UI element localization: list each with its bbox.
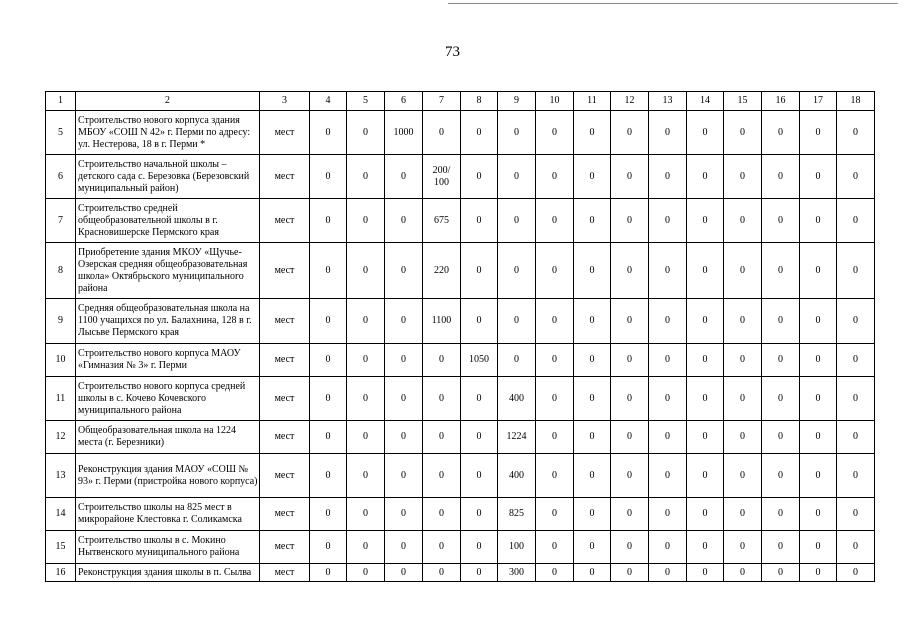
value-cell: 0	[574, 243, 611, 299]
value-cell: 0	[687, 498, 724, 531]
value-cell: 0	[800, 531, 837, 564]
header-cell: 7	[423, 92, 461, 111]
value-cell: 0	[762, 531, 800, 564]
top-rule	[448, 3, 898, 4]
value-cell: 0	[611, 498, 649, 531]
value-cell: 0	[310, 454, 347, 498]
value-cell: 0	[461, 199, 498, 243]
value-cell: 0	[347, 199, 385, 243]
value-cell: 0	[649, 299, 687, 344]
value-cell: 0	[461, 454, 498, 498]
value-cell: 0	[310, 377, 347, 421]
value-cell: 0	[347, 344, 385, 377]
value-cell: 0	[687, 421, 724, 454]
unit-cell: мест	[260, 377, 310, 421]
value-cell: 0	[724, 498, 762, 531]
value-cell: 0	[310, 299, 347, 344]
table-row	[46, 531, 875, 564]
value-cell: 0	[649, 454, 687, 498]
value-cell: 0	[800, 454, 837, 498]
table-row	[46, 377, 875, 421]
value-cell: 0	[574, 498, 611, 531]
value-cell: 0	[385, 498, 423, 531]
value-cell: 0	[837, 564, 875, 582]
value-cell: 220	[423, 243, 461, 299]
value-cell: 0	[423, 454, 461, 498]
table-row	[46, 498, 875, 531]
value-cell: 0	[536, 454, 574, 498]
unit-cell: мест	[260, 564, 310, 582]
value-cell: 0	[423, 344, 461, 377]
value-cell: 0	[837, 111, 875, 155]
value-cell: 0	[385, 243, 423, 299]
value-cell: 0	[347, 454, 385, 498]
row-number-cell: 13	[46, 454, 76, 498]
value-cell: 0	[800, 243, 837, 299]
unit-cell: мест	[260, 498, 310, 531]
page-number: 73	[445, 44, 460, 60]
value-cell: 0	[347, 243, 385, 299]
value-cell: 0	[687, 377, 724, 421]
value-cell: 0	[536, 498, 574, 531]
header-cell: 12	[611, 92, 649, 111]
value-cell: 0	[611, 564, 649, 582]
value-cell: 0	[423, 421, 461, 454]
value-cell: 0	[649, 564, 687, 582]
value-cell: 0	[724, 564, 762, 582]
value-cell: 0	[649, 155, 687, 199]
value-cell: 0	[536, 377, 574, 421]
value-cell: 0	[649, 344, 687, 377]
value-cell: 0	[574, 421, 611, 454]
value-cell: 0	[574, 564, 611, 582]
value-cell: 0	[536, 531, 574, 564]
value-cell: 0	[461, 299, 498, 344]
value-cell: 0	[498, 299, 536, 344]
value-cell: 0	[837, 299, 875, 344]
value-cell: 0	[800, 111, 837, 155]
value-cell: 400	[498, 377, 536, 421]
object-name-cell: Реконструкция здания МАОУ «СОШ № 93» г. Перми (пристройка нового корпуса)	[76, 454, 260, 498]
value-cell: 0	[347, 421, 385, 454]
value-cell: 0	[837, 531, 875, 564]
table-row	[46, 111, 875, 155]
value-cell: 1100	[423, 299, 461, 344]
value-cell: 0	[574, 199, 611, 243]
value-cell: 0	[347, 155, 385, 199]
value-cell: 0	[724, 454, 762, 498]
value-cell: 0	[649, 243, 687, 299]
unit-cell: мест	[260, 344, 310, 377]
value-cell: 0	[649, 377, 687, 421]
value-cell: 0	[385, 377, 423, 421]
value-cell: 0	[385, 299, 423, 344]
value-cell: 0	[536, 421, 574, 454]
header-cell: 16	[762, 92, 800, 111]
table-row	[46, 421, 875, 454]
value-cell: 0	[611, 454, 649, 498]
table-row	[46, 199, 875, 243]
value-cell: 0	[611, 299, 649, 344]
value-cell: 0	[762, 421, 800, 454]
value-cell: 0	[724, 421, 762, 454]
value-cell: 0	[687, 111, 724, 155]
value-cell: 0	[574, 155, 611, 199]
row-number-cell: 9	[46, 299, 76, 344]
header-cell: 13	[649, 92, 687, 111]
value-cell: 0	[461, 564, 498, 582]
value-cell: 0	[800, 377, 837, 421]
value-cell: 0	[423, 111, 461, 155]
value-cell: 0	[800, 421, 837, 454]
value-cell: 0	[724, 155, 762, 199]
value-cell: 0	[498, 243, 536, 299]
row-number-cell: 8	[46, 243, 76, 299]
value-cell: 400	[498, 454, 536, 498]
value-cell: 0	[310, 421, 347, 454]
header-cell: 18	[837, 92, 875, 111]
value-cell: 0	[347, 377, 385, 421]
value-cell: 0	[611, 155, 649, 199]
header-row	[46, 92, 875, 111]
row-number-cell: 6	[46, 155, 76, 199]
value-cell: 0	[310, 344, 347, 377]
header-cell: 3	[260, 92, 310, 111]
value-cell: 0	[611, 111, 649, 155]
value-cell: 0	[800, 299, 837, 344]
value-cell: 0	[687, 531, 724, 564]
value-cell: 0	[837, 421, 875, 454]
header-cell: 8	[461, 92, 498, 111]
value-cell: 0	[611, 377, 649, 421]
value-cell: 0	[800, 199, 837, 243]
value-cell: 0	[461, 421, 498, 454]
value-cell: 0	[649, 199, 687, 243]
value-cell: 0	[347, 564, 385, 582]
value-cell: 0	[498, 344, 536, 377]
value-cell: 0	[498, 111, 536, 155]
value-cell: 0	[611, 199, 649, 243]
object-name-cell: Общеобразовательная школа на 1224 места (г. Березники)	[76, 421, 260, 454]
value-cell: 1050	[461, 344, 498, 377]
value-cell: 0	[347, 111, 385, 155]
value-cell: 0	[385, 531, 423, 564]
value-cell: 300	[498, 564, 536, 582]
value-cell: 200/ 100	[423, 155, 461, 199]
value-cell: 0	[762, 199, 800, 243]
unit-cell: мест	[260, 299, 310, 344]
value-cell: 0	[536, 299, 574, 344]
value-cell: 0	[536, 564, 574, 582]
value-cell: 0	[724, 199, 762, 243]
value-cell: 1224	[498, 421, 536, 454]
row-number-cell: 10	[46, 344, 76, 377]
value-cell: 0	[461, 111, 498, 155]
unit-cell: мест	[260, 199, 310, 243]
value-cell: 0	[724, 299, 762, 344]
object-name-cell: Строительство школы в с. Мокино Нытвенского муниципального района	[76, 531, 260, 564]
value-cell: 0	[762, 564, 800, 582]
value-cell: 0	[762, 155, 800, 199]
header-cell: 5	[347, 92, 385, 111]
value-cell: 0	[461, 377, 498, 421]
value-cell: 0	[498, 155, 536, 199]
value-cell: 0	[310, 498, 347, 531]
value-cell: 0	[461, 531, 498, 564]
value-cell: 0	[423, 564, 461, 582]
value-cell: 0	[423, 498, 461, 531]
value-cell: 0	[310, 531, 347, 564]
value-cell: 0	[385, 199, 423, 243]
header-cell: 15	[724, 92, 762, 111]
value-cell: 1000	[385, 111, 423, 155]
object-name-cell: Строительство нового корпуса МАОУ «Гимназия № 3» г. Перми	[76, 344, 260, 377]
value-cell: 0	[385, 344, 423, 377]
value-cell: 0	[649, 111, 687, 155]
header-cell: 17	[800, 92, 837, 111]
value-cell: 0	[800, 564, 837, 582]
object-name-cell: Строительство нового корпуса средней школы в с. Кочево Кочевского муниципального района	[76, 377, 260, 421]
value-cell: 0	[837, 199, 875, 243]
value-cell: 0	[347, 299, 385, 344]
value-cell: 0	[762, 111, 800, 155]
value-cell: 0	[385, 454, 423, 498]
value-cell: 0	[423, 377, 461, 421]
value-cell: 0	[347, 531, 385, 564]
value-cell: 0	[649, 498, 687, 531]
value-cell: 0	[536, 243, 574, 299]
object-name-cell: Строительство школы на 825 мест в микрорайоне Клестовка г. Соликамска	[76, 498, 260, 531]
data-table	[45, 91, 875, 582]
value-cell: 0	[385, 421, 423, 454]
table-row	[46, 454, 875, 498]
value-cell: 0	[611, 344, 649, 377]
value-cell: 0	[837, 344, 875, 377]
value-cell: 0	[649, 531, 687, 564]
value-cell: 0	[611, 421, 649, 454]
object-name-cell: Строительство нового корпуса здания МБОУ «СОШ N 42» г. Перми по адресу: ул. Нестерова, 18 в г. Перми *	[76, 111, 260, 155]
value-cell: 675	[423, 199, 461, 243]
header-cell: 2	[76, 92, 260, 111]
value-cell: 0	[724, 531, 762, 564]
row-number-cell: 14	[46, 498, 76, 531]
value-cell: 0	[385, 155, 423, 199]
table-row	[46, 155, 875, 199]
object-name-cell: Реконструкция здания школы в п. Сылва	[76, 564, 260, 582]
value-cell: 0	[800, 344, 837, 377]
row-number-cell: 15	[46, 531, 76, 564]
value-cell: 0	[687, 344, 724, 377]
value-cell: 0	[347, 498, 385, 531]
header-cell: 14	[687, 92, 724, 111]
value-cell: 0	[310, 199, 347, 243]
value-cell: 825	[498, 498, 536, 531]
value-cell: 0	[762, 344, 800, 377]
unit-cell: мест	[260, 421, 310, 454]
value-cell: 0	[310, 155, 347, 199]
value-cell: 0	[498, 199, 536, 243]
value-cell: 0	[461, 243, 498, 299]
value-cell: 0	[423, 531, 461, 564]
value-cell: 0	[574, 454, 611, 498]
value-cell: 0	[724, 243, 762, 299]
value-cell: 0	[310, 564, 347, 582]
value-cell: 0	[536, 111, 574, 155]
value-cell: 0	[724, 111, 762, 155]
unit-cell: мест	[260, 111, 310, 155]
value-cell: 0	[461, 498, 498, 531]
row-number-cell: 11	[46, 377, 76, 421]
value-cell: 0	[762, 243, 800, 299]
value-cell: 0	[687, 199, 724, 243]
value-cell: 0	[536, 344, 574, 377]
value-cell: 0	[687, 155, 724, 199]
value-cell: 0	[762, 454, 800, 498]
object-name-cell: Приобретение здания МКОУ «Щучье-Озерская средняя общеобразовательная школа» Октябрьского муниципального района	[76, 243, 260, 299]
row-number-cell: 12	[46, 421, 76, 454]
table-row	[46, 564, 875, 582]
value-cell: 0	[837, 454, 875, 498]
header-cell: 9	[498, 92, 536, 111]
value-cell: 0	[837, 498, 875, 531]
value-cell: 0	[687, 243, 724, 299]
value-cell: 0	[536, 155, 574, 199]
header-cell: 10	[536, 92, 574, 111]
table-row	[46, 344, 875, 377]
header-cell: 4	[310, 92, 347, 111]
value-cell: 0	[762, 498, 800, 531]
object-name-cell: Строительство средней общеобразовательной школы в г. Красновишерске Пермского края	[76, 199, 260, 243]
header-cell: 6	[385, 92, 423, 111]
unit-cell: мест	[260, 243, 310, 299]
value-cell: 0	[687, 454, 724, 498]
unit-cell: мест	[260, 531, 310, 564]
value-cell: 0	[574, 344, 611, 377]
value-cell: 0	[800, 155, 837, 199]
value-cell: 0	[461, 155, 498, 199]
object-name-cell: Средняя общеобразовательная школа на 1100 учащихся по ул. Балахнина, 128 в г. Лысьве Пермского края	[76, 299, 260, 344]
value-cell: 0	[574, 111, 611, 155]
table-row	[46, 299, 875, 344]
value-cell: 0	[762, 299, 800, 344]
row-number-cell: 5	[46, 111, 76, 155]
value-cell: 0	[385, 564, 423, 582]
row-number-cell: 16	[46, 564, 76, 582]
value-cell: 0	[762, 377, 800, 421]
value-cell: 0	[837, 377, 875, 421]
value-cell: 0	[310, 111, 347, 155]
value-cell: 0	[574, 299, 611, 344]
unit-cell: мест	[260, 155, 310, 199]
header-cell: 1	[46, 92, 76, 111]
value-cell: 0	[800, 498, 837, 531]
value-cell: 0	[724, 344, 762, 377]
value-cell: 0	[837, 243, 875, 299]
value-cell: 0	[310, 243, 347, 299]
value-cell: 0	[687, 564, 724, 582]
unit-cell: мест	[260, 454, 310, 498]
value-cell: 0	[687, 299, 724, 344]
table-row	[46, 243, 875, 299]
header-cell: 11	[574, 92, 611, 111]
value-cell: 0	[536, 199, 574, 243]
value-cell: 0	[837, 155, 875, 199]
row-number-cell: 7	[46, 199, 76, 243]
object-name-cell: Строительство начальной школы – детского сада с. Березовка (Березовский муниципальный район)	[76, 155, 260, 199]
value-cell: 0	[724, 377, 762, 421]
value-cell: 100	[498, 531, 536, 564]
value-cell: 0	[611, 243, 649, 299]
value-cell: 0	[611, 531, 649, 564]
value-cell: 0	[649, 421, 687, 454]
value-cell: 0	[574, 377, 611, 421]
value-cell: 0	[574, 531, 611, 564]
